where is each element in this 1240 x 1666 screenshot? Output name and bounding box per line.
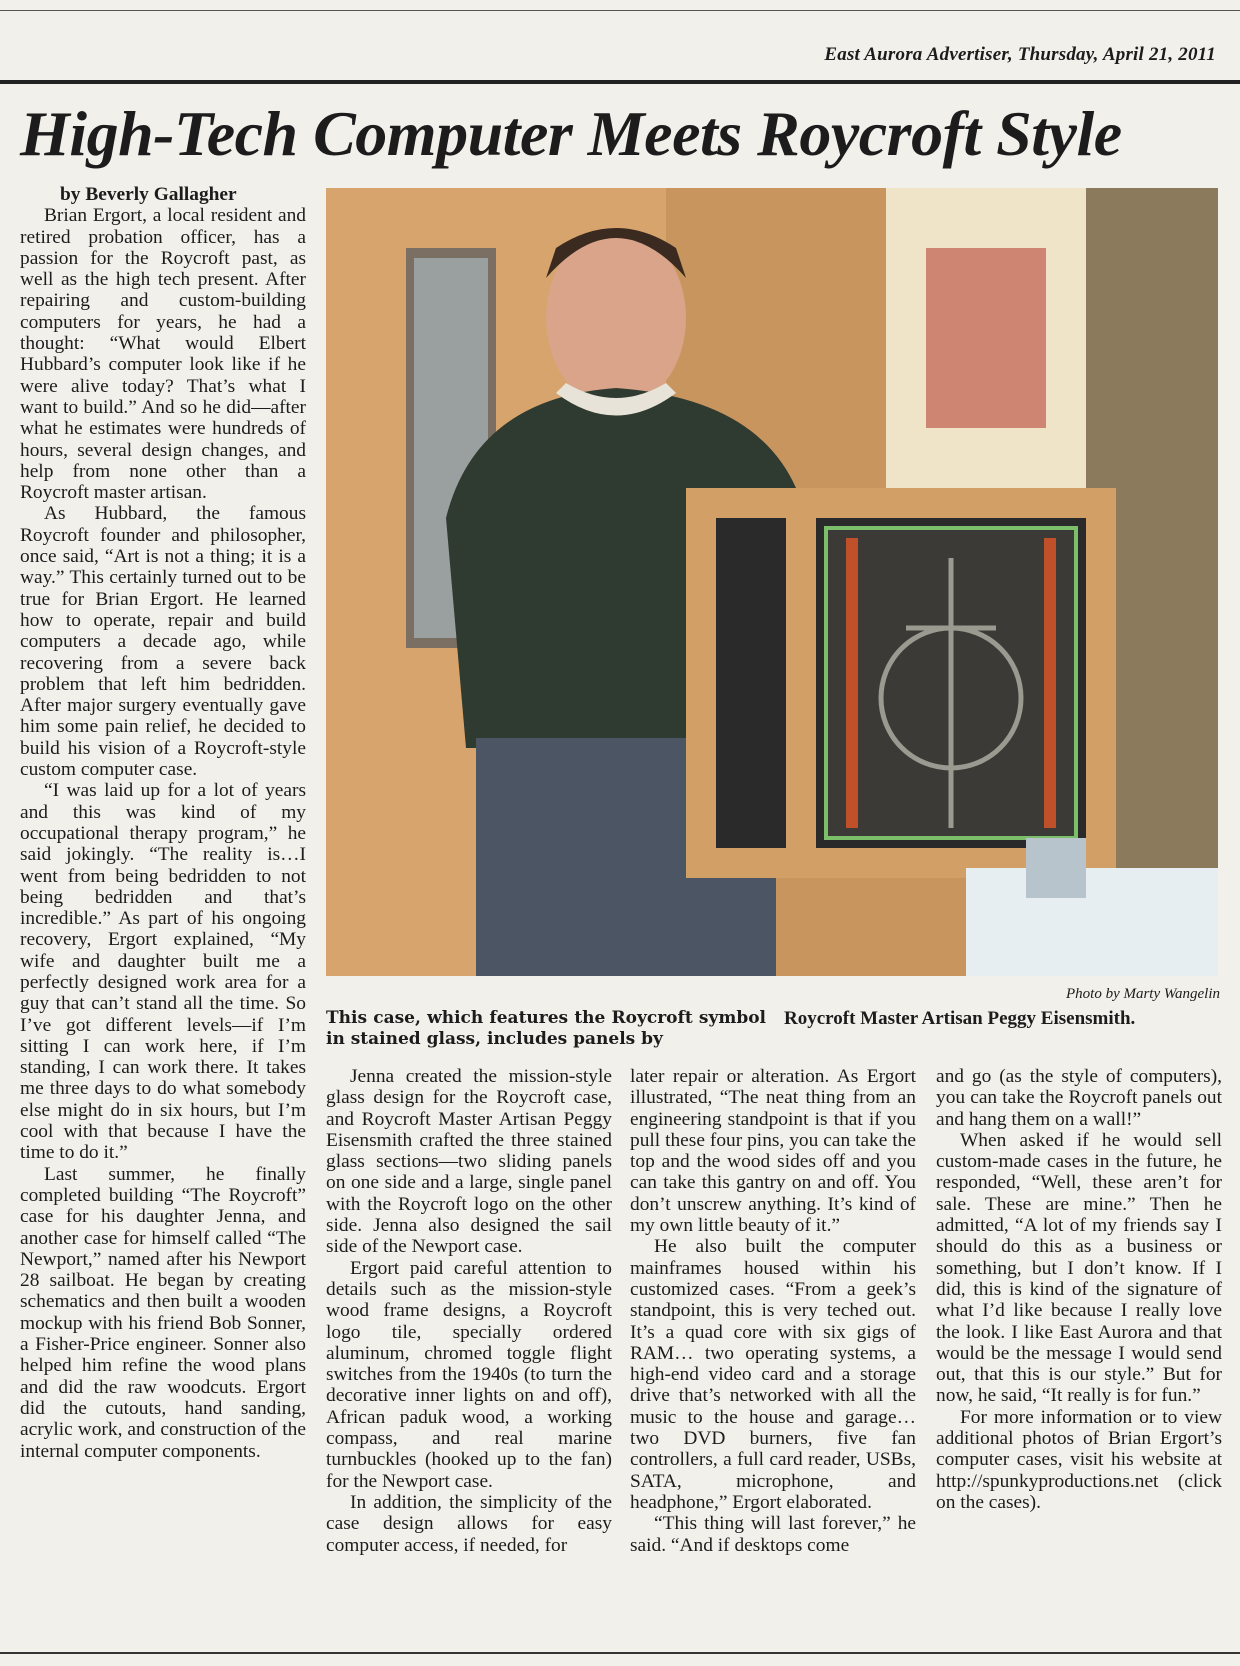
masthead-rule [0,80,1240,84]
paragraph: Ergort paid careful attention to details such as the mission-style wood frame designs, a Roycroft logo tile, specially ordered aluminum, chromed toggle flight switches from the 1940s (to turn the decorative inner lights on and off), African paduk wood, a working compass, and real marine turnbuckles (hooked up to the fan) for the Newport case. [326,1257,612,1492]
paragraph: and go (as the style of computers), you can take the Roycroft panels out and hang them on a wall!” [936,1066,1222,1130]
article-headline: High-Tech Computer Meets Roycroft Style [20,98,1122,169]
article-column-3 [630,1066,916,1556]
paragraph: Brian Ergort, a local resident and retired probation officer, has a passion for the Roycroft past, as well as the high tech present. After repairing and custom-building computers for years, he had a thought: “What would Elbert Hubbard’s computer look like if he were alive today? That’s what I want to build.” And so he did—after what he estimates were hundreds of hours, several design changes, and help from none other than a Roycroft master artisan. [20,205,306,504]
paragraph: He also built the computer mainframes housed within his customized cases. “From a geek’s standpoint, this is very teched out. It’s a quad core with six gigs of RAM… two operating systems, a high-end video card and a storage drive that’s networked with all the music to the house and garage… two DVD burners, five fan controllers, a full card reader, USBs, SATA, microphone, and headphone,” Ergort elaborated. [630,1236,916,1513]
paragraph: Jenna created the mission-style glass design for the Roycroft case, and Roycroft Master Artisan Peggy Eisensmith crafted the three stained glass sections—two sliding panels on one side and a large, single panel with the Roycroft logo on the other side. Jenna also designed the sail side of the Newport case. [326,1066,612,1258]
article-column-2 [326,1066,612,1556]
paragraph: When asked if he would sell custom-made cases in the future, he responded, “Well, these aren’t for sale. These are mine.” Then he admitted, “A lot of my friends say I should do this as a business or something, but I don’t know. If I did, this is kind of the signature of what I’d like because I really love the look. I like East Aurora and that would be the message I would send out, that this is our style.” But for now, he said, “It really is for fun.” [936,1129,1222,1407]
photo-man-with-roycroft-computer-case [326,188,1218,976]
masthead-dateline: East Aurora Advertiser, Thursday, April 21, 2011 [824,44,1216,65]
article-column-4 [936,1066,1222,1513]
photo-credit: Photo by Marty Wangelin [1065,986,1220,1002]
byline: by Beverly Gallagher [60,184,237,205]
paragraph: For more information or to view additional photos of Brian Ergort’s computer cases, visit his website at http://spunkyproductions.net (click on the cases). [936,1406,1222,1513]
paragraph: Last summer, he finally completed building “The Roycroft” case for his daughter Jenna, and another case for himself called “The Newport,” named after his Newport 28 sailboat. He began by creating schematics and then built a wooden mockup with his friend Bob Sonner, a Fisher-Price engineer. Sonner also helped him refine the wood plans and did the raw woodcuts. Ergort did the cutouts, hand sanding, acrylic work, and construction of the internal computer components. [20,1163,306,1462]
article-photo [326,188,1218,976]
photo-caption-right: Roycroft Master Artisan Peggy Eisensmith. [784,1008,1136,1029]
article-column-1 [20,184,306,1462]
photo-caption-left: This case, which features the Roycroft symbol in stained glass, includes panels by [326,1008,766,1049]
paragraph: As Hubbard, the famous Roycroft founder and philosopher, once said, “Art is not a thing; it is a way.” This certainly turned out to be true for Brian Ergort. He learned how to operate, repair and build computers a decade ago, while recovering from a severe back problem that left him bedridden. After major surgery eventually gave him some pain relief, he decided to build his vision of a Roycroft-style custom computer case. [20,503,306,781]
top-rule [0,10,1240,11]
paragraph: “I was laid up for a lot of years and this was kind of my occupational therapy program,” he said jokingly. “The reality is…I went from being bedridden to not being bedridden and that’s incredible.” As part of his ongoing recovery, Ergort explained, “My wife and daughter built me a perfectly designed work area for a guy that can’t stand all the time. So I’ve got different levels—if I’m sitting I can work here, if I’m standing, I can work there. It takes me three days to do what somebody else might do in six hours, but I’m cool with that because I have the time to do it.” [20,780,306,1164]
paragraph: In addition, the simplicity of the case design allows for easy computer access, if needed, for [326,1491,612,1556]
paragraph: “This thing will last forever,” he said. “And if desktops come [630,1513,916,1556]
bottom-rule [0,1652,1240,1654]
paragraph: later repair or alteration. As Ergort illustrated, “The neat thing from an engineering standpoint is that if you pull these four pins, you can take the top and the wood sides off and you can take this gantry on and off. You don’t unscrew anything. It’s kind of my own little beauty of it.” [630,1066,916,1237]
